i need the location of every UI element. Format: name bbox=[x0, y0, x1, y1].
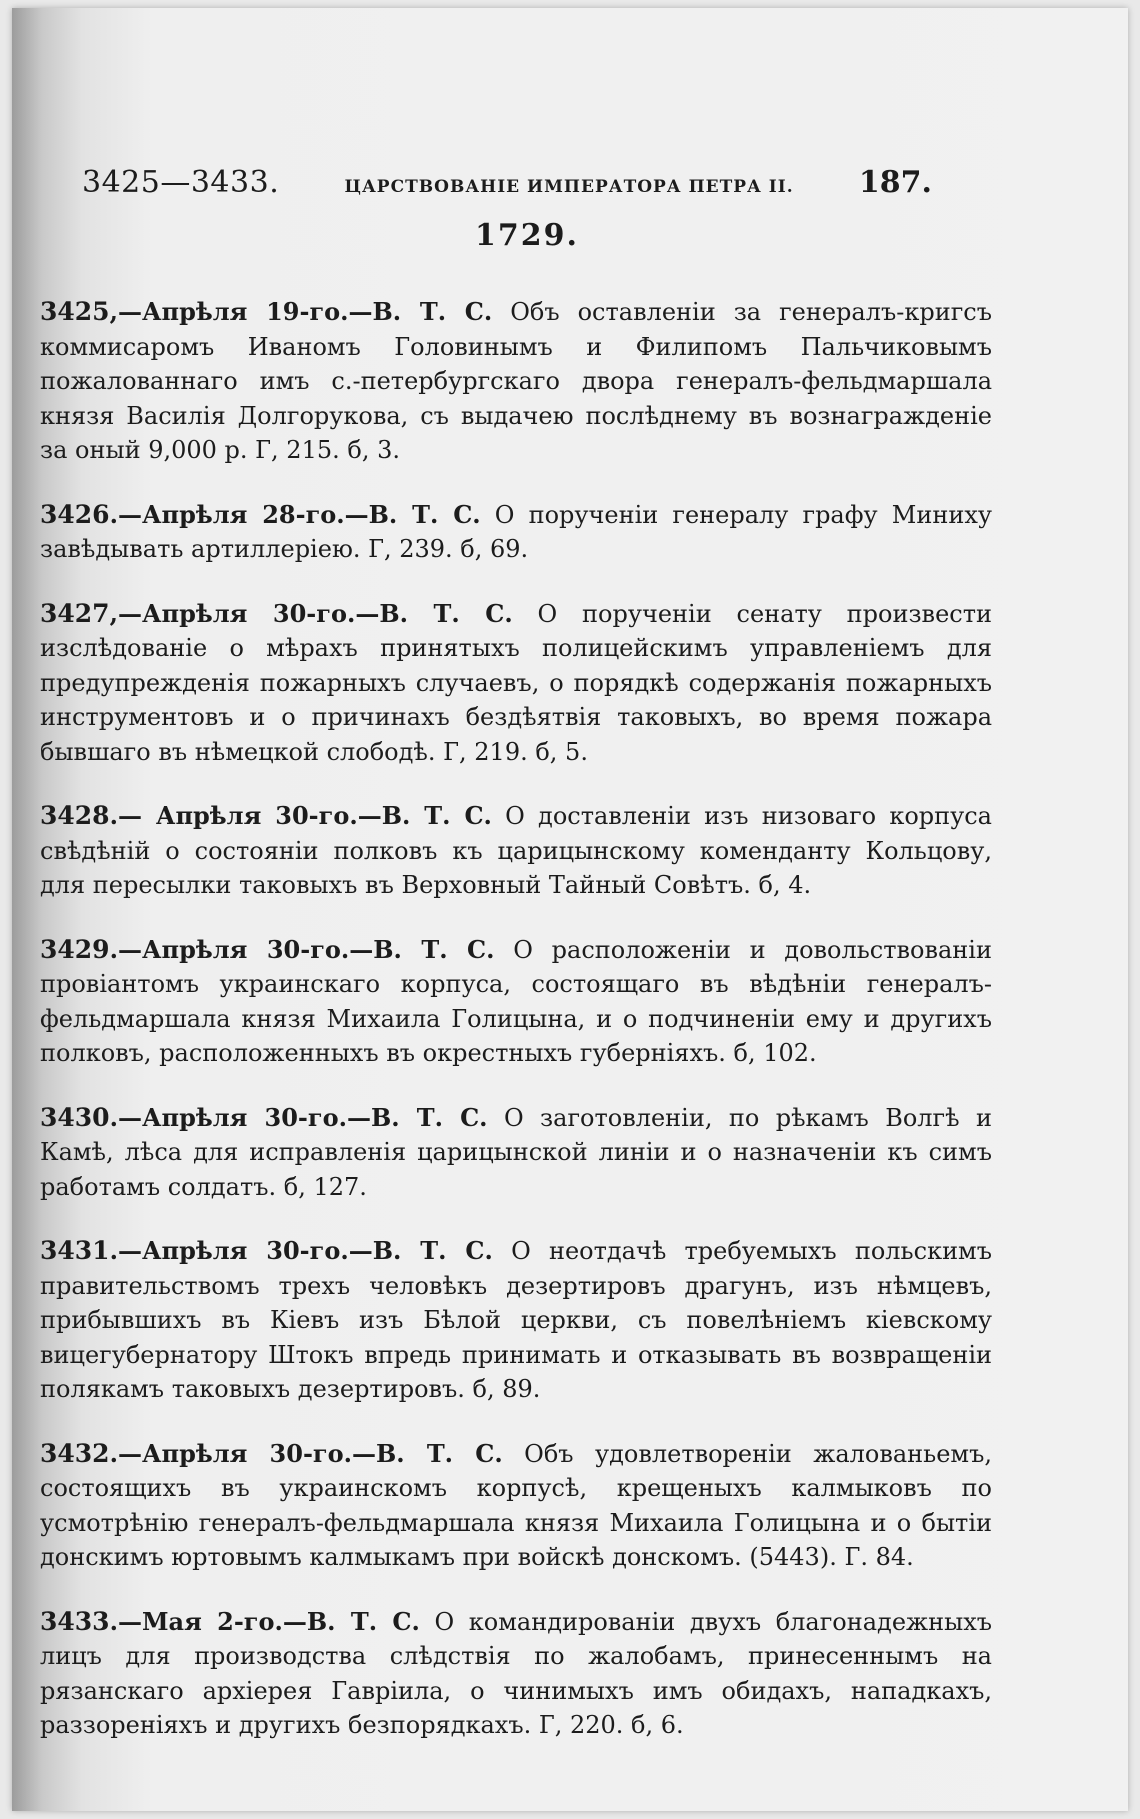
entry-3427 bbox=[40, 597, 992, 770]
entry-range: 3425—3433. bbox=[82, 165, 280, 200]
page-header bbox=[82, 165, 932, 200]
document-page bbox=[12, 8, 1128, 1811]
entry-3433 bbox=[40, 1605, 992, 1743]
year-heading: 1729. bbox=[475, 218, 579, 253]
entry-3425 bbox=[40, 295, 992, 468]
entry-number: 3428 bbox=[40, 801, 110, 830]
entry-number: 3426 bbox=[40, 499, 110, 529]
entry-text: О доставленіи изъ низоваго корпуса свѣдѣній о состояніи полковъ къ царицынскому коменданту Кольцову, для пересылки таковыхъ въ Верховный Тайный Совѣтъ. б, 4. bbox=[40, 802, 992, 899]
entry-3428 bbox=[40, 799, 992, 903]
entry-text: О расположеніи и довольствованіи провіантомъ украинскаго корпуса, состоящаго въ вѣдѣніи генералъ-фельдмаршала князя Михаила Голицына, и о подчиненіи ему и другихъ полковъ, расположенныхъ въ окрестныхъ губерніяхъ. б, 102. bbox=[40, 935, 992, 1067]
entry-3432 bbox=[40, 1437, 992, 1575]
entry-3430 bbox=[40, 1101, 992, 1205]
entry-text: О заготовленіи, по рѣкамъ Волгѣ и Камѣ, лѣса для исправленія царицынской линіи и о назначеніи къ симъ работамъ солдатъ. б, 127. bbox=[40, 1103, 992, 1201]
entry-text: Объ оставленіи за генералъ-кригсъ коммисаромъ Иваномъ Головинымъ и Филипомъ Пальчиковымъ пожалованнаго имъ с.-петербургскаго двора генералъ-фельдмаршала князя Василія Долгорукова, съ выдачею послѣднему въ вознагражденіе за оный 9,000 р. Г, 215. б, 3. bbox=[40, 298, 992, 464]
running-title: ЦАРСТВОВАНІЕ ИМПЕРАТОРА ПЕТРА II. bbox=[344, 177, 794, 197]
entry-date: .—Апрѣля 28-го.—В. Т. С. bbox=[109, 499, 481, 529]
entry-date: .—Мая 2-го.—В. Т. С. bbox=[109, 1606, 420, 1636]
entry-date: ,—Апрѣля 30-го.—В. Т. С. bbox=[109, 598, 513, 628]
entry-number: 3425 bbox=[40, 297, 110, 326]
entry-text: О порученіи генералу графу Миниху завѣдывать артиллеріею. Г, 239. б, 69. bbox=[40, 500, 992, 563]
entry-3426 bbox=[40, 498, 992, 567]
entry-text: О командированіи двухъ благонадежныхъ лицъ для производства слѣдствія по жалобамъ, принесеннымъ на рязанскаго архіерея Гавріила, о чинимыхъ имъ обидахъ, нападкахъ, раззореніяхъ и другихъ безпорядкахъ. Г, 220. б, 6. bbox=[40, 1607, 992, 1739]
entry-number: 3427 bbox=[40, 598, 110, 628]
entry-date: .— Апрѣля 30-го.—В. Т. С. bbox=[109, 801, 492, 830]
entry-text: О неотдачѣ требуемыхъ польскимъ правительствомъ трехъ человѣкъ дезертировъ драгунъ, изъ нѣмцевъ, прибывшихъ въ Кіевъ изъ Бѣлой церкви, съ повелѣніемъ кіевскому вицегубернатору Штокъ впредь принимать и отказывать въ возвращеніи полякамъ таковыхъ дезертировъ. б, 89. bbox=[40, 1237, 992, 1403]
entry-text: О порученіи сенату произвести изслѣдованіе о мѣрахъ принятыхъ полицейскимъ управленіемъ для предупрежденія пожарныхъ случаевъ, о порядкѣ содержанія пожарныхъ инструментовъ и о причинахъ бездѣятвія таковыхъ, во время пожара бывшаго въ нѣмецкой слободѣ. Г, 219. б, 5. bbox=[40, 599, 992, 766]
entry-number: 3430 bbox=[40, 1102, 110, 1132]
entry-date: .—Апрѣля 30-го.—В. Т. С. bbox=[109, 934, 495, 964]
entry-date: ,—Апрѣля 19-го.—В. Т. С. bbox=[109, 297, 493, 326]
entry-number: 3431 bbox=[40, 1236, 110, 1265]
page-number: 187. bbox=[858, 165, 932, 200]
entry-text: Объ удовлетвореніи жалованьемъ, состоящихъ въ украинскомъ корпусѣ, крещеныхъ калмыковъ по усмотрѣнію генералъ-фельдмаршала князя Михаила Голицына и о бытіи донскимъ юртовымъ калмыкамъ при войскѣ донскомъ. (5443). Г. 84. bbox=[40, 1439, 992, 1571]
entry-date: .—Апрѣля 30-го.—В. Т. С. bbox=[109, 1438, 503, 1468]
entry-3431 bbox=[40, 1234, 992, 1407]
entry-date: .—Апрѣля 30-го.—В. Т. С. bbox=[109, 1236, 493, 1265]
entries-list bbox=[40, 271, 992, 1773]
entry-3429 bbox=[40, 933, 992, 1071]
entry-number: 3429 bbox=[40, 934, 110, 964]
entry-number: 3433 bbox=[40, 1606, 110, 1636]
entry-date: .—Апрѣля 30-го.—В. Т. С. bbox=[109, 1102, 488, 1132]
entry-number: 3432 bbox=[40, 1438, 110, 1468]
